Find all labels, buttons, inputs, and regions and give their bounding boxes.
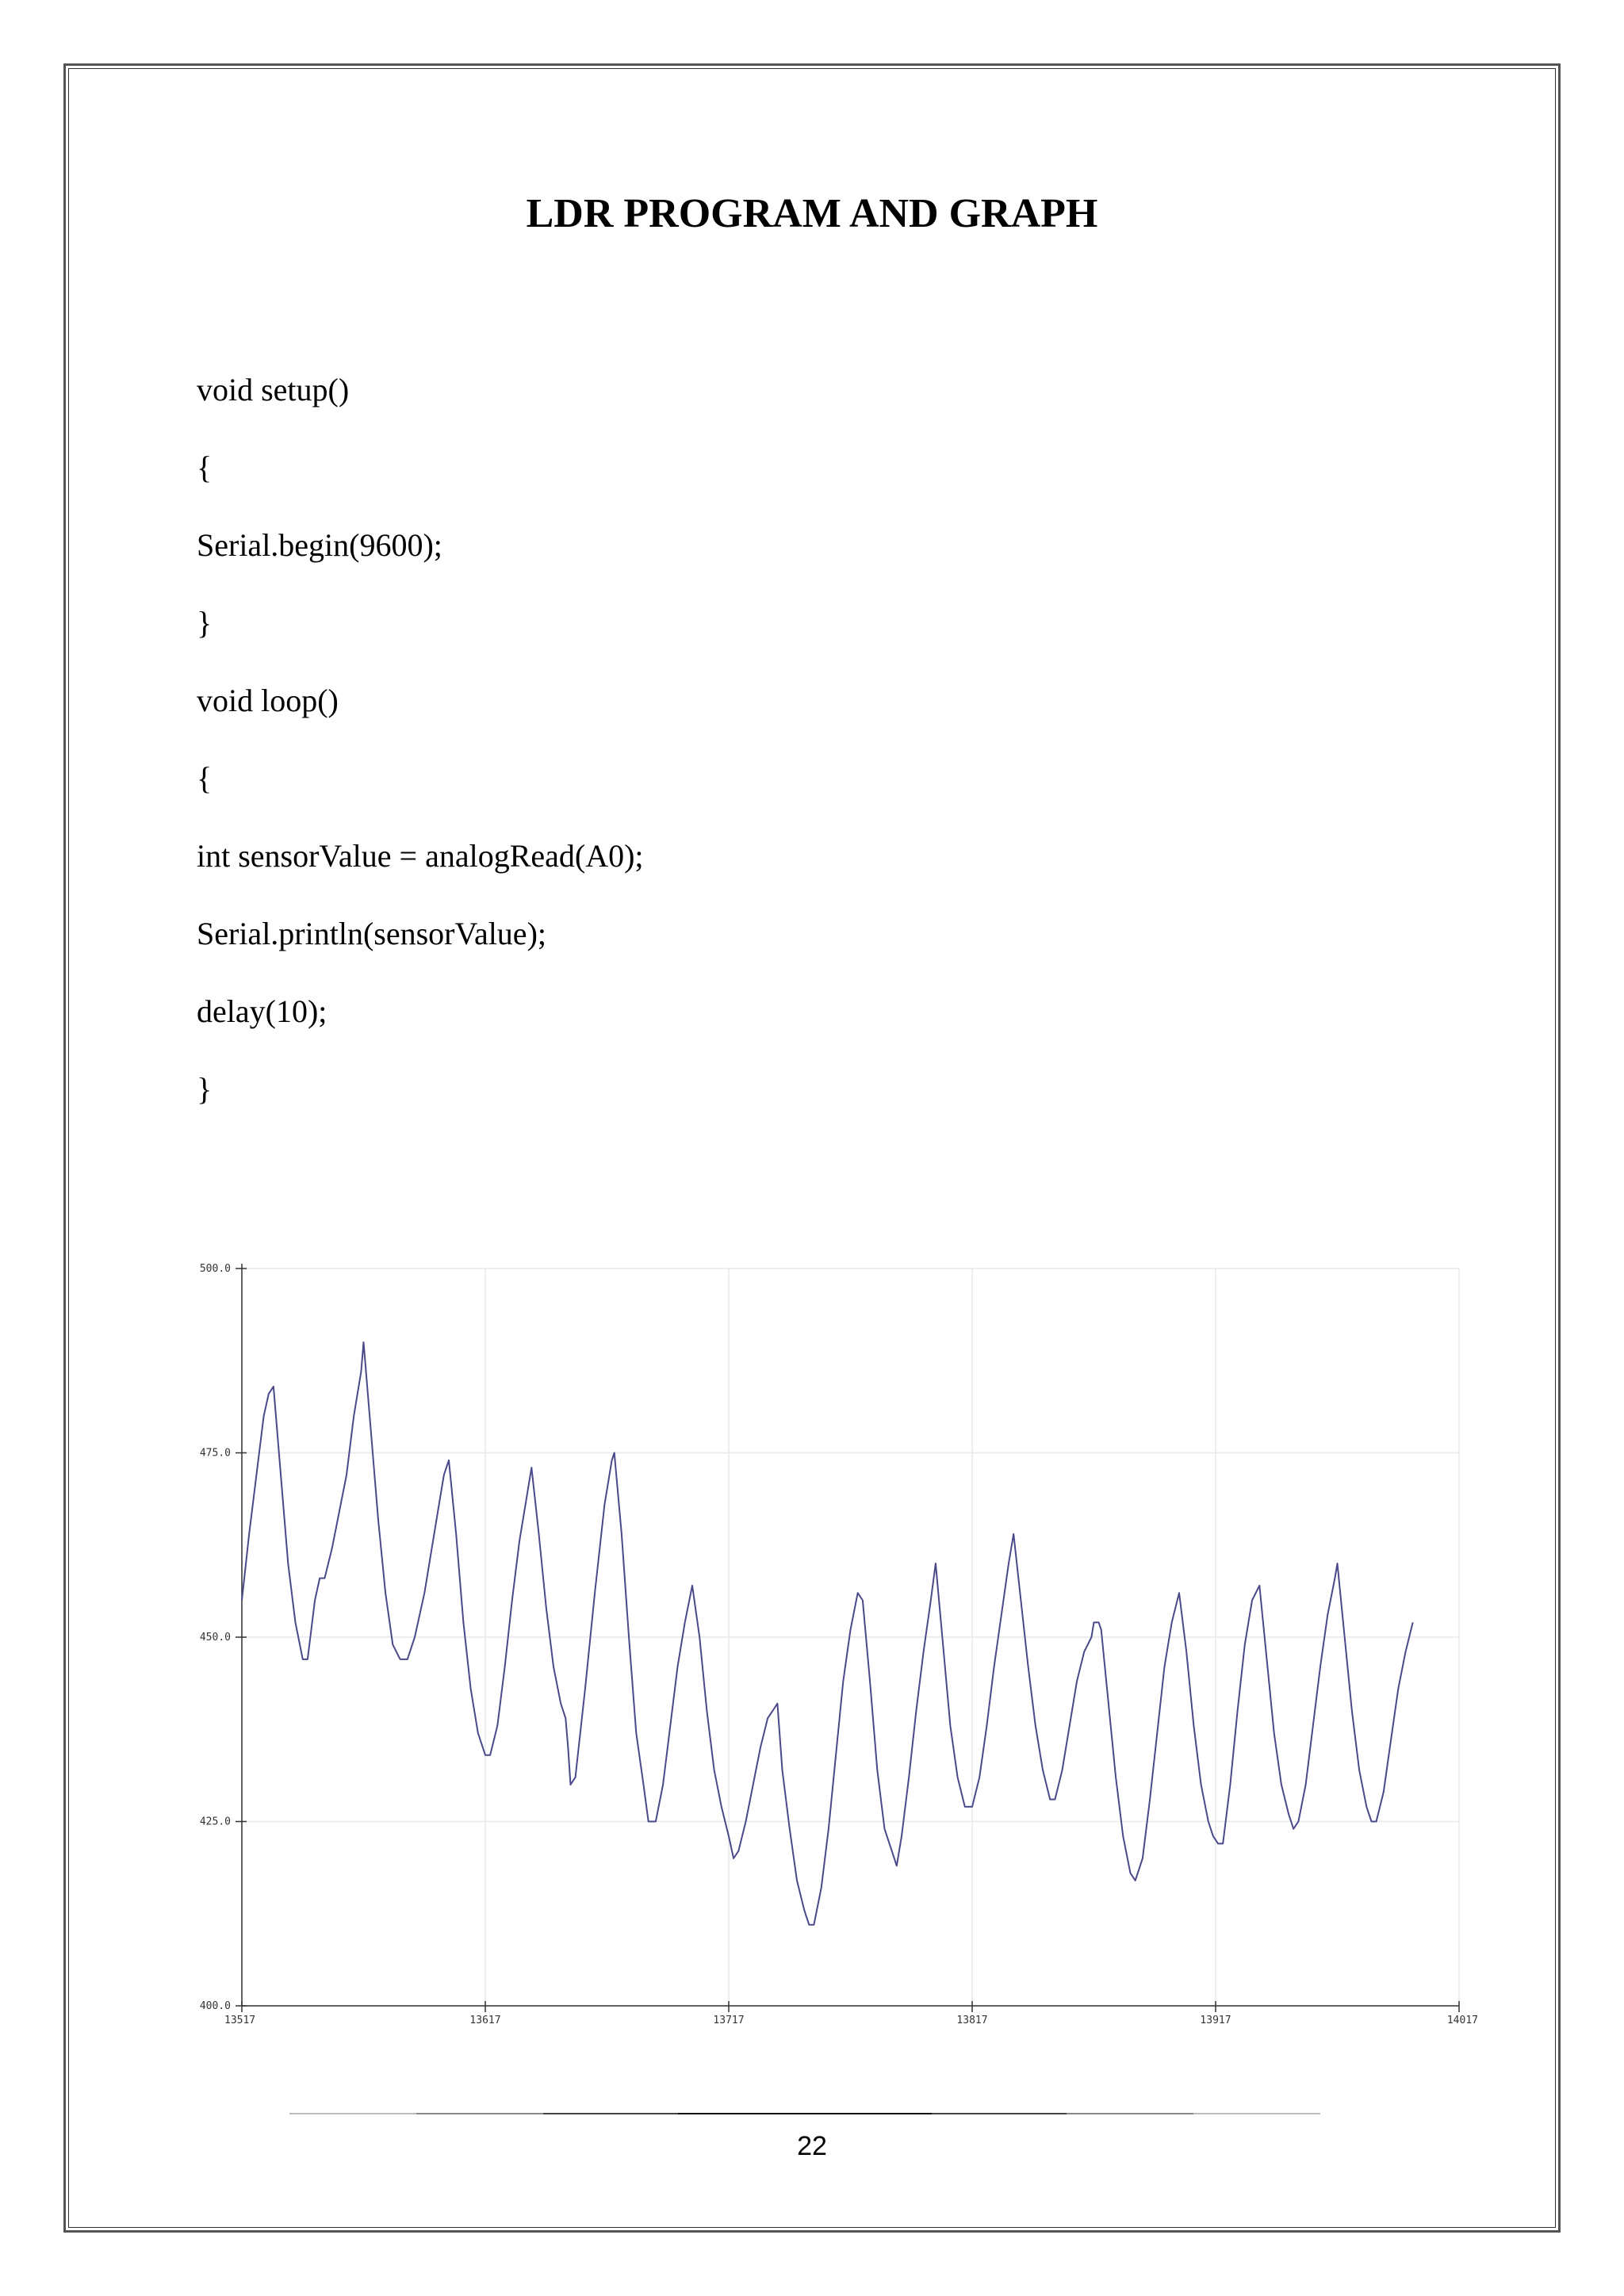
y-tick-label: 500.0 xyxy=(199,1263,231,1275)
y-tick-label: 450.0 xyxy=(199,1632,231,1644)
y-tick-label: 400.0 xyxy=(199,2000,231,2012)
x-tick-label: 13517 xyxy=(224,2015,256,2026)
code-line: } xyxy=(197,605,213,641)
series-line-sensorValue xyxy=(242,1342,1413,1925)
x-tick-label: 13617 xyxy=(469,2015,501,2026)
code-listing xyxy=(197,366,644,1143)
x-tick-label: 13717 xyxy=(713,2015,745,2026)
code-line: void loop() xyxy=(197,683,339,718)
page-title: LDR PROGRAM AND GRAPH xyxy=(526,191,1098,236)
chart-grid xyxy=(242,1269,1459,2006)
page-number: 22 xyxy=(797,2131,827,2161)
code-line: void setup() xyxy=(197,372,350,408)
footer-rule xyxy=(289,2113,1320,2114)
y-tick-label: 425.0 xyxy=(199,1816,231,1828)
x-tick-label: 13817 xyxy=(956,2015,988,2026)
x-tick-label: 13917 xyxy=(1200,2015,1231,2026)
code-line: delay(10); xyxy=(197,993,327,1029)
x-tick-label: 14017 xyxy=(1446,2015,1478,2026)
code-line: Serial.begin(9600); xyxy=(197,527,442,563)
code-line: { xyxy=(197,760,213,796)
code-line: int sensorValue = analogRead(A0); xyxy=(197,838,644,874)
chart-series xyxy=(242,1342,1413,1925)
code-line: Serial.println(sensorValue); xyxy=(197,916,546,951)
y-tick-label: 475.0 xyxy=(199,1447,231,1460)
code-line: } xyxy=(197,1071,213,1107)
chart-ticks xyxy=(200,1263,1478,2026)
code-line: { xyxy=(197,450,213,485)
ldr-line-chart xyxy=(174,1245,1478,2045)
